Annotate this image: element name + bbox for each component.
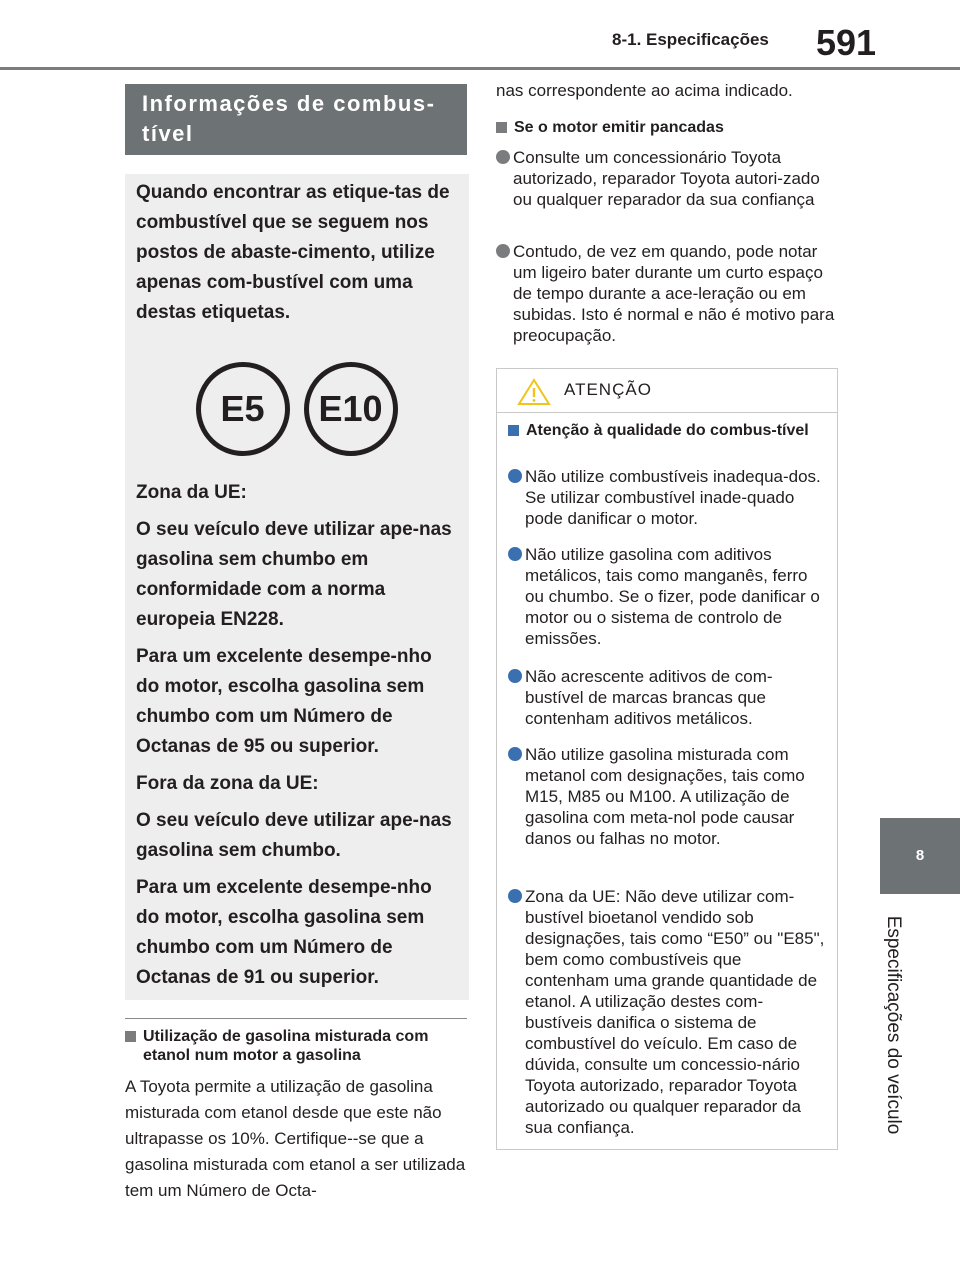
fuel-label-info-box xyxy=(125,174,469,1000)
bullet-dot-icon xyxy=(508,669,522,683)
warning-triangle-icon xyxy=(517,378,551,406)
chapter-tab-label-text: Especificações do veículo xyxy=(883,915,904,1135)
warning-bullet-4-text: Não utilize gasolina misturada com metanol com designações, tais como M15, M85 ou M100. A utilização de gasolina com meta-nol pode causar danos ou falhas no motor. xyxy=(525,745,805,848)
non-eu-zone-label: Fora da zona da UE: xyxy=(136,773,319,794)
square-bullet-icon xyxy=(508,425,519,436)
chapter-tab-label xyxy=(873,910,913,1140)
warning-header xyxy=(497,369,837,413)
fuel-badge-e5: E5 xyxy=(196,362,290,456)
knocking-subhead xyxy=(496,118,838,137)
warning-box xyxy=(496,368,838,1150)
bullet-dot-icon xyxy=(508,547,522,561)
page-number: 591 xyxy=(816,22,877,63)
ethanol-subhead xyxy=(125,1027,455,1065)
warning-title: ATENÇÃO xyxy=(564,380,652,399)
bullet-dot-icon xyxy=(508,747,522,761)
fuel-badge-e10: E10 xyxy=(304,362,398,456)
knocking-bullet-2-text: Contudo, de vez em quando, pode notar um ligeiro bater durante um curto espaço de tempo durante a ace-leração ou em subidas. Isto é normal e não é motivo para preocupação. xyxy=(513,242,835,345)
section-title: 8-1. Especificações xyxy=(612,30,769,49)
warning-bullet-5-text: Zona da UE: Não deve utilizar com-bustível bioetanol vendido sob designações, tais como “E50” ou "E85", bem como combustíveis que contenham uma grande quantidade de etanol. A utilização destes com-bustíveis danifica o sistema de combustível do veículo. Em caso de dúvida, consulte um concessio-nário Toyota autorizado, reparador Toyota autorizado ou qualquer reparador da sua confiança. xyxy=(525,887,825,1137)
square-bullet-icon xyxy=(496,122,507,133)
eu-zone-octane: Para um excelente desempe-nho do motor, escolha gasolina sem chumbo com um Número de Octanas de 95 ou superior. xyxy=(136,646,432,757)
section-heading-line-1: Informações de combus- xyxy=(142,91,436,116)
fuel-quality-subhead xyxy=(508,421,826,440)
continued-text: nas correspondente ao acima indicado. xyxy=(496,81,793,100)
subsection-divider xyxy=(125,1018,467,1019)
warning-bullet-1-text: Não utilize combustíveis inadequa-dos. Se utilizar combustível inade-quado pode danificar o motor. xyxy=(525,467,821,528)
warning-bullet-2 xyxy=(508,544,826,649)
bullet-dot-icon xyxy=(508,889,522,903)
bullet-dot-icon xyxy=(496,244,510,258)
ethanol-subhead-text: Utilização de gasolina misturada com etanol num motor a gasolina xyxy=(143,1028,429,1064)
fuel-label-intro: Quando encontrar as etique-tas de combustível que se seguem nos postos de abaste-cimento, utilize apenas com-bustível com uma destas etiquetas. xyxy=(136,182,450,323)
section-heading xyxy=(125,84,467,155)
knocking-bullet-2 xyxy=(496,241,838,346)
section-heading-line-2: tível xyxy=(142,121,194,146)
knocking-bullet-1 xyxy=(496,147,838,210)
fuel-quality-subhead-text: Atenção à qualidade do combus-tível xyxy=(526,422,809,439)
eu-zone-requirement: O seu veículo deve utilizar ape-nas gasolina sem chumbo em conformidade com a norma europeia EN228. xyxy=(136,519,452,630)
eu-zone-label: Zona da UE: xyxy=(136,482,247,503)
knocking-subhead-text: Se o motor emitir pancadas xyxy=(514,119,724,136)
non-eu-zone-requirement: O seu veículo deve utilizar ape-nas gasolina sem chumbo. xyxy=(136,810,452,861)
warning-bullet-3-text: Não acrescente aditivos de com-bustível de marcas brancas que contenham aditivos metálicos. xyxy=(525,667,773,728)
ethanol-body: A Toyota permite a utilização de gasolina misturada com etanol desde que este não ultrapasse os 10%. Certifique--se que a gasolina misturada com etanol a ser utilizada tem um Número de Octa- xyxy=(125,1077,466,1200)
warning-bullet-2-text: Não utilize gasolina com aditivos metálicos, tais como manganês, ferro ou chumbo. Se o fizer, pode danificar o motor ou o sistema de controlo de emissões. xyxy=(525,545,820,648)
warning-bullet-5 xyxy=(508,886,826,1138)
non-eu-zone-octane: Para um excelente desempe-nho do motor, escolha gasolina sem chumbo com um Número de Octanas de 91 ou superior. xyxy=(136,877,432,988)
warning-bullet-4 xyxy=(508,744,826,849)
warning-bullet-3 xyxy=(508,666,826,729)
square-bullet-icon xyxy=(125,1031,136,1042)
knocking-bullet-1-text: Consulte um concessionário Toyota autorizado, reparador Toyota autori-zado ou qualquer reparador da sua confiança xyxy=(513,148,820,209)
bullet-dot-icon xyxy=(508,469,522,483)
bullet-dot-icon xyxy=(496,150,510,164)
header-divider xyxy=(0,67,960,70)
fuel-label-badges xyxy=(136,362,457,456)
warning-bullet-1 xyxy=(508,466,826,529)
chapter-tab-number: 8 xyxy=(880,818,960,894)
